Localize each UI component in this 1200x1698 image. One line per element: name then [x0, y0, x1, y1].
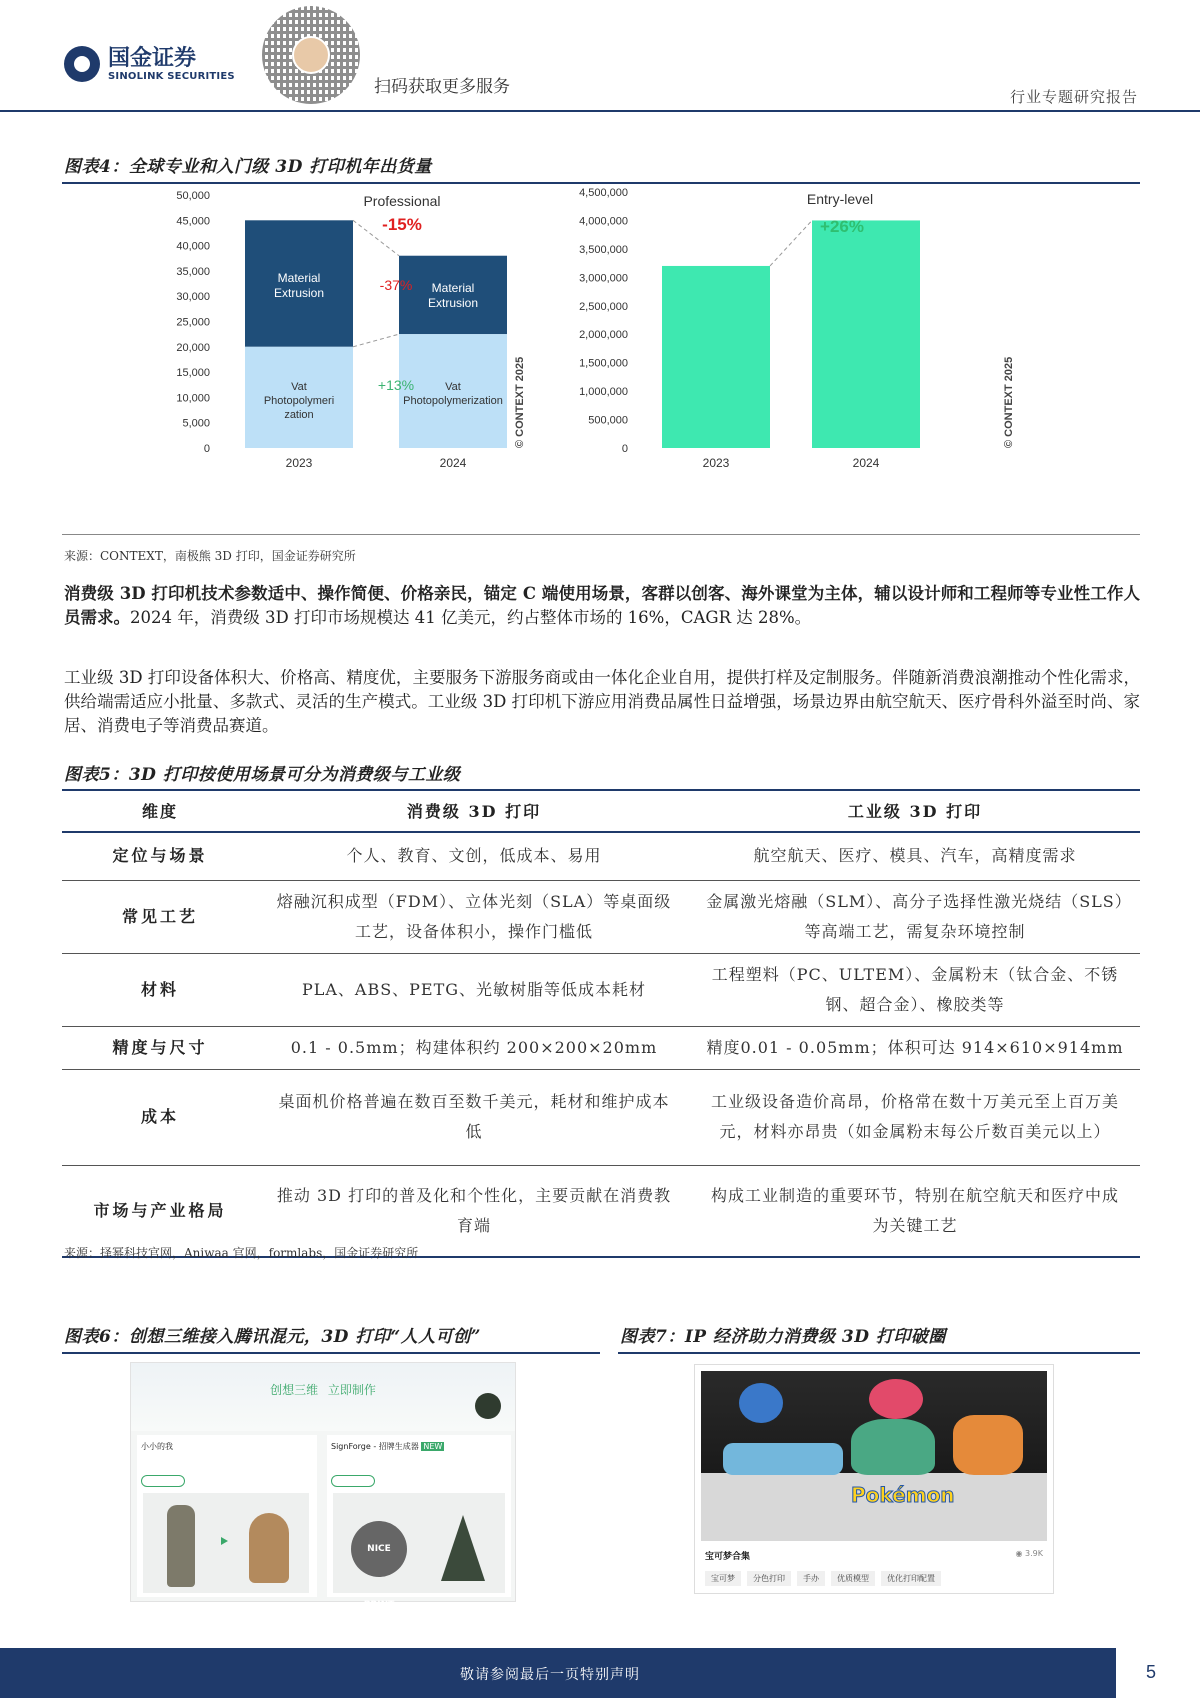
chart-entry-level: [579, 187, 1032, 522]
total-change-label: -15%: [382, 215, 422, 234]
watermark: © CONTEXT 2025: [1003, 356, 1015, 448]
tag-list: [705, 1571, 941, 1586]
segment-label: Material: [431, 281, 475, 295]
fig4-top-rule: [62, 182, 1140, 184]
y-tick-label: 30,000: [176, 291, 210, 304]
y-tick-label: 35,000: [176, 265, 210, 278]
bar-entry-2023: [662, 266, 770, 448]
y-tick-label: 50,000: [176, 190, 210, 202]
tag-chip[interactable]: 优化打印配置: [881, 1571, 941, 1586]
y-tick-label: 2,000,000: [579, 329, 628, 342]
y-tick-label: 1,000,000: [579, 386, 628, 399]
segment-label: Vat: [445, 381, 461, 393]
dash-line-boundary: [353, 334, 399, 347]
view-count: 3.9K: [1025, 1549, 1043, 1558]
table-cell-industrial: 金属激光熔融（SLM）、高分子选择性激光烧结（SLS）等高端工艺，需复杂环境控制: [690, 880, 1140, 953]
me-change-label: -37%: [379, 277, 413, 293]
logo-en: SINOLINK SECURITIES: [108, 70, 235, 82]
logo-cn: 国金证券: [108, 45, 197, 71]
table-row: [62, 953, 1140, 1026]
x-tick-label: 2023: [702, 456, 730, 470]
x-tick-label: 2023: [285, 456, 313, 470]
segment-label: Extrusion: [427, 296, 479, 310]
fig5-title: 图表5：3D 打印按使用场景可分为消费级与工业级: [64, 765, 461, 785]
fig5-source: 来源：择幂科技官网，Aniwaa 官网，formlabs，国金证券研究所: [64, 1246, 419, 1260]
y-tick-label: 40,000: [176, 240, 210, 253]
fig7-photo-card[interactable]: [694, 1364, 1054, 1594]
table-row: [62, 880, 1140, 953]
y-tick-label: 2,500,000: [579, 300, 628, 313]
bar-entry-2024: [812, 220, 920, 448]
fig4-title: 图表4：全球专业和入门级 3D 打印机年出货量: [64, 157, 432, 177]
chart-title: Entry-level: [806, 191, 874, 207]
total-change-label: +26%: [820, 217, 864, 236]
table-cell-dimension: 精度与尺寸: [62, 1026, 258, 1069]
report-type: 行业专题研究报告: [1009, 88, 1138, 106]
watermark: © CONTEXT 2025: [514, 356, 526, 448]
table-cell-consumer: 桌面机价格普遍在数百至数千美元，耗材和维护成本低: [258, 1069, 690, 1165]
footer-disclaimer: 敬请参阅最后一页特别声明: [460, 1667, 640, 1683]
y-tick-label: 1,500,000: [579, 357, 628, 370]
table-cell-industrial: 工业级设备造价高昂，价格常在数十万美元至上百万美元，材料亦昂贵（如金属粉末每公斤数百美元以上）: [690, 1069, 1140, 1165]
fig6-title: 图表6：创想三维接入腾讯混元，3D 打印“人人可创”: [64, 1327, 481, 1347]
fig7-top-rule: [618, 1352, 1140, 1354]
table-cell-industrial: 构成工业制造的重要环节，特别在航空航天和医疗中成为关键工艺: [690, 1165, 1140, 1257]
fig6-top-rule: [62, 1352, 600, 1354]
app-brand: 创想三维: [270, 1383, 319, 1397]
fig4-bottom-rule: [62, 534, 1140, 535]
arrow-right-icon: [221, 1537, 228, 1545]
segment-label: zation: [284, 409, 314, 421]
paragraph-1-bold: 消费级 3D 打印机技术参数适中、操作简便、价格亲民，锚定 C 端使用场景，客群以创客、海外课堂为主体，辅以设计师和工程师等专业性工作人员需求。: [64, 584, 1140, 627]
table-row: [62, 1026, 1140, 1069]
table-cell-industrial: 工程塑料（PC、ULTEM）、金属粉末（钛合金、不锈钢、超合金）、橡胶类等: [690, 953, 1140, 1026]
y-tick-label: 10,000: [176, 392, 210, 405]
table-cell-industrial: 航空航天、医疗、模具、汽车，高精度需求: [690, 832, 1140, 880]
y-tick-label: 5,000: [182, 417, 210, 430]
chart-professional: [176, 188, 580, 522]
fig4-source: 来源：CONTEXT，南极熊 3D 打印，国金证券研究所: [64, 549, 356, 563]
table-cell-dimension: 市场与产业格局: [62, 1165, 258, 1257]
page-number: 5: [1146, 1662, 1157, 1682]
table-cell-consumer: PLA、ABS、PETG、光敏树脂等低成本耗材: [258, 953, 690, 1026]
pokemon-photo: [701, 1371, 1047, 1541]
x-tick-label: 2024: [439, 456, 467, 470]
new-badge: NEW: [423, 1442, 443, 1451]
fig6-card-2[interactable]: [327, 1435, 511, 1610]
paragraph-1: [64, 582, 1140, 630]
y-tick-label: 45,000: [176, 215, 210, 228]
y-tick-label: 0: [203, 443, 210, 455]
segment-label: Material: [277, 271, 321, 285]
creator-avatar: [475, 1393, 501, 1419]
qr-center-logo: [292, 36, 330, 74]
y-tick-label: 20,000: [176, 341, 210, 354]
paragraph-1-rest: 2024 年，消费级 3D 打印市场规模达 41 亿美元，约占整体市场的 16%，CAGR 达 28%。: [130, 608, 812, 627]
eye-icon: ◉: [1015, 1549, 1026, 1558]
comparison-table: [62, 790, 1140, 1258]
tag-chip[interactable]: 手办: [797, 1571, 825, 1586]
table-cell-dimension: 材料: [62, 953, 258, 1026]
y-tick-label: 4,500,000: [579, 187, 628, 199]
company-logo: [64, 46, 235, 82]
dash-line-total: [770, 220, 812, 266]
app-cta[interactable]: 立即制作: [327, 1383, 376, 1397]
nice-print-sign: NICE PRINT: [351, 1521, 407, 1577]
photo-caption-title: 宝可梦合集: [705, 1552, 751, 1562]
table-cell-consumer: 推动 3D 打印的普及化和个性化，主要贡献在消费教育端: [258, 1165, 690, 1257]
segment-label: Photopolymerization: [403, 395, 503, 407]
table-cell-consumer: 熔融沉积成型（FDM）、立体光刻（SLA）等桌面级工艺，设备体积小，操作门槛低: [258, 880, 690, 953]
card2-button[interactable]: [331, 1475, 375, 1487]
card1-button[interactable]: [141, 1475, 185, 1487]
card1-title: 小小的我: [141, 1442, 173, 1451]
fig6-app-screenshot: [130, 1362, 516, 1610]
table-row: [62, 832, 1140, 880]
table-cell-dimension: 定位与场景: [62, 832, 258, 880]
table-cell-dimension: 常见工艺: [62, 880, 258, 953]
y-tick-label: 0: [621, 443, 628, 455]
y-tick-label: 15,000: [176, 367, 210, 380]
figure-robot: [441, 1515, 485, 1581]
y-tick-label: 3,000,000: [579, 272, 628, 285]
pokemon-logo: Pokémon: [851, 1483, 955, 1507]
vp-change-label: +13%: [377, 377, 415, 393]
tag-chip[interactable]: 宝可梦: [705, 1571, 741, 1586]
table-header: 消费级 3D 打印: [258, 790, 690, 832]
y-tick-label: 3,500,000: [579, 243, 628, 256]
table-header-row: [62, 790, 1140, 832]
fig7-title: 图表7：IP 经济助力消费级 3D 打印破圈: [620, 1327, 946, 1347]
fig6-card-1[interactable]: [137, 1435, 317, 1597]
figure-person: [167, 1505, 195, 1587]
segment-label: Vat: [291, 381, 307, 393]
logo-mark-icon: [64, 46, 100, 82]
card2-title: SignForge - 招牌生成器: [331, 1442, 419, 1451]
paragraph-2: 工业级 3D 打印设备体积大、价格高、精度优，主要服务下游服务商或由一体化企业自用，提供打样及定制服务。伴随新消费浪潮推动个性化需求，供给端需适应小批量、多款式、灵活的生产模式。工业级 3D 打印机下游应用消费品属性日益增强，场景边界由航空航天、医疗骨科外溢至时尚、家居、消费电子等消费品赛道。: [64, 668, 1140, 735]
tag-chip[interactable]: 优质模型: [831, 1571, 875, 1586]
table-row: [62, 1069, 1140, 1165]
table-header: 维度: [62, 790, 258, 832]
x-tick-label: 2024: [852, 456, 880, 470]
segment-label: Extrusion: [273, 286, 325, 300]
y-tick-label: 4,000,000: [579, 215, 628, 228]
table-cell-consumer: 0.1 - 0.5mm；构建体积约 200×200×20mm: [258, 1026, 690, 1069]
chart-title: Professional: [363, 193, 441, 209]
y-tick-label: 25,000: [176, 316, 210, 329]
segment-label: Photopolymeri: [263, 395, 335, 407]
table-cell-dimension: 成本: [62, 1069, 258, 1165]
table-cell-consumer: 个人、教育、文创，低成本、易用: [258, 832, 690, 880]
table-cell-industrial: 精度0.01 - 0.05mm；体积可达 914×610×914mm: [690, 1026, 1140, 1069]
tag-chip[interactable]: 分色打印: [747, 1571, 791, 1586]
table-header: 工业级 3D 打印: [690, 790, 1140, 832]
scan-text: 扫码获取更多服务: [374, 77, 510, 97]
y-tick-label: 500,000: [588, 414, 628, 427]
figure-miniature: [249, 1513, 289, 1583]
